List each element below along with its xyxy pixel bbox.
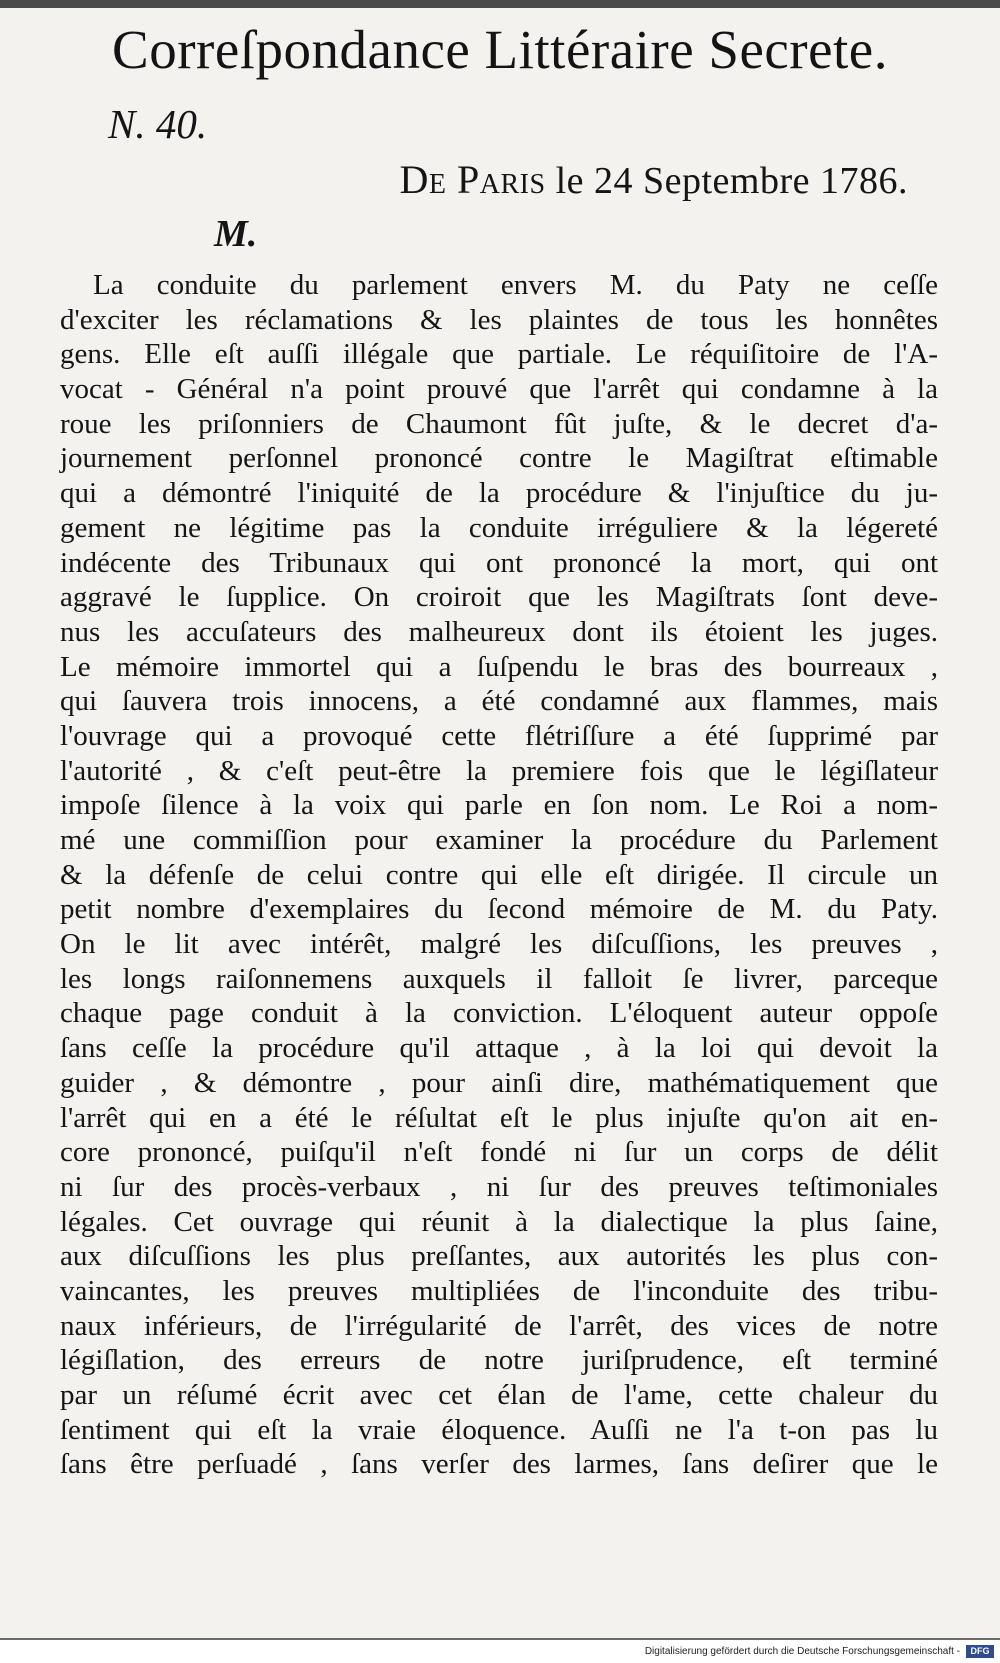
text-line: ni ſur des procès-verbaux , ni ſur des preuves teſtimoniales bbox=[60, 1170, 938, 1203]
text-line: journement perſonnel prononcé contre le Magiſtrat eſtimable bbox=[60, 442, 938, 475]
text-line: par un réſumé écrit avec cet élan de l'ame, cette chaleur du bbox=[60, 1379, 938, 1411]
text-line: d'exciter les réclamations & les plaintes de tous les honnêtes bbox=[60, 303, 938, 336]
text-line: roue les priſonniers de Chaumont fût juſte, & le decret d'a- bbox=[60, 407, 938, 440]
text-line: gement ne légitime pas la conduite irréguliere & la légereté bbox=[60, 511, 938, 544]
text-line: légales. Cet ouvrage qui réunit à la dialectique la plus ſaine, bbox=[60, 1205, 938, 1238]
text-line: core prononcé, puiſqu'il n'eſt fondé ni ſur un corps de délit bbox=[60, 1136, 938, 1169]
text-line: vaincantes, les preuves multipliées de l'inconduite des tribu- bbox=[60, 1274, 938, 1307]
journal-title: Correſpondance Littéraire Secrete. bbox=[112, 19, 888, 80]
text-line: guider , & démontre , pour ainſi dire, mathématiquement que bbox=[60, 1066, 938, 1099]
text-line: les longs raiſonnemens auxquels il falloit ſe livrer, parceque bbox=[60, 962, 938, 995]
text-line: aggravé le ſupplice. On croiroit que les Magiſtrats ſont deve- bbox=[60, 581, 938, 614]
digitization-credit: Digitalisierung gefördert durch die Deutsche Forschungsgemeinschaft - bbox=[644, 1646, 960, 1657]
text-line: l'arrêt qui en a été le réſultat eſt le plus injuſte qu'on ait en- bbox=[60, 1101, 938, 1134]
top-border bbox=[0, 0, 1000, 8]
text-line: indécente des Tribunaux qui ont prononcé la mort, qui ont bbox=[60, 546, 938, 579]
text-line: qui ſauvera trois innocens, a été condamné aux flammes, mais bbox=[60, 685, 938, 718]
text-line: naux inférieurs, de l'irrégularité de l'arrêt, des vices de notre bbox=[60, 1309, 938, 1342]
text-line: On le lit avec intérêt, malgré les diſcuſſions, les preuves , bbox=[60, 928, 938, 961]
text-line: vocat - Général n'a point prouvé que l'arrêt qui condamne à la bbox=[60, 373, 938, 406]
text-line: aux diſcuſſions les plus preſſantes, aux autorités les plus con- bbox=[60, 1240, 938, 1273]
text-line: nus les accuſateurs des malheureux dont ils étoient les juges. bbox=[60, 615, 938, 648]
dateline bbox=[400, 156, 908, 203]
text-line: légiſlation, des erreurs de notre juriſprudence, eſt terminé bbox=[60, 1344, 938, 1377]
text-line: impoſe ſilence à la voix qui parle en ſon nom. Le Roi a nom- bbox=[60, 789, 938, 822]
text-line: qui a démontré l'iniquité de la procédure & l'injuſtice du ju- bbox=[60, 477, 938, 510]
issue-number: N. 40. bbox=[108, 101, 208, 147]
text-line: & la défenſe de celui contre qui elle eſt dirigée. Il circule un bbox=[60, 858, 938, 891]
dateline-place: De Paris bbox=[399, 157, 546, 202]
text-line: l'ouvrage qui a provoqué cette flétriſſure a été ſupprimé par bbox=[60, 719, 938, 752]
body-text bbox=[60, 268, 938, 1482]
text-line: gens. Elle eſt auſſi illégale que partiale. Le réquiſitoire de l'A- bbox=[60, 338, 938, 371]
salutation: M. bbox=[214, 213, 258, 255]
text-line: petit nombre d'exemplaires du ſecond mémoire de M. du Paty. bbox=[60, 893, 938, 926]
text-line: La conduite du parlement envers M. du Paty ne ceſſe bbox=[93, 269, 938, 301]
text-line: ſentiment qui eſt la vraie éloquence. Auſſi ne l'a t-on pas lu bbox=[60, 1413, 938, 1446]
text-line: Le mémoire immortel qui a ſuſpendu le bras des bourreaux , bbox=[60, 650, 938, 683]
text-line: ſans ceſſe la procédure qu'il attaque , à la loi qui devoit la bbox=[60, 1032, 938, 1065]
text-line: chaque page conduit à la conviction. L'éloquent auteur oppoſe bbox=[60, 997, 938, 1030]
text-line: ſans être perſuadé , ſans verſer des larmes, ſans deſirer que le bbox=[60, 1448, 938, 1481]
dateline-date: le 24 Septembre 1786. bbox=[545, 160, 908, 202]
text-line: l'autorité , & c'eſt peut-être la premiere fois que le légiſlateur bbox=[60, 754, 938, 787]
text-line: mé une commiſſion pour examiner la procédure du Parlement bbox=[60, 824, 938, 856]
dfg-logo: DFG bbox=[966, 1645, 994, 1658]
